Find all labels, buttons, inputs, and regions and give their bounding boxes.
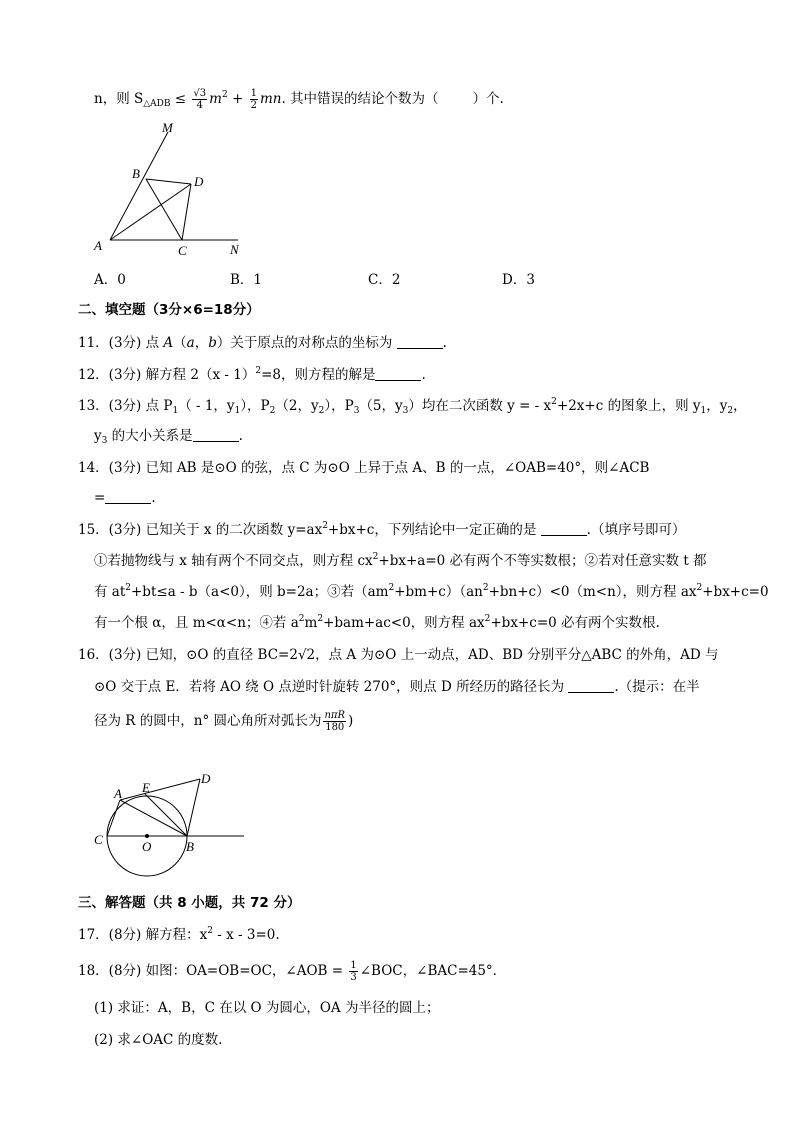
- seg-AD: [120, 779, 200, 800]
- q18-frac: $\frac{1}{3}$: [350, 960, 357, 983]
- q10-frac1-num: √3: [193, 88, 207, 99]
- q10-tail: . 其中错误的结论个数为（: [281, 91, 439, 107]
- label-B: B: [132, 166, 140, 181]
- q10-frac2-num: 1: [250, 88, 257, 99]
- label-M: M: [162, 120, 173, 135]
- question-16-line3: 径为 R 的圆中，n° 圆心角所对弧长为 $\frac{\text{nπR}}{180}$ ): [94, 710, 354, 733]
- choice-d: D．3: [502, 272, 535, 288]
- question-11: 11．(3分) 点 A（a，b）关于原点的对称点的坐标为 .: [78, 335, 447, 351]
- label-A: A: [94, 238, 102, 253]
- center-point-O: [145, 834, 149, 838]
- q10-frac2-den: 2: [250, 100, 257, 111]
- label-A: A: [114, 786, 122, 801]
- question-18-line1: 18．(8分) 如图：OA=OB=OC，∠AOB = $\frac{1}{3}$ ∠BOC，∠BAC=45°．: [78, 960, 507, 983]
- ray-AM: [110, 132, 168, 240]
- q10-frac2: [250, 88, 258, 111]
- q10-frac1: [192, 88, 207, 111]
- label-C: C: [94, 832, 103, 847]
- q10-plus: +: [227, 91, 248, 107]
- question-15-line2: ①若抛物线与 x 轴有两个不同交点，则方程 $cx^2+bx+a=0$ 必有两个不等实数根；②若对任意实数 t 都: [94, 552, 707, 569]
- q10-sub: △ADB: [143, 99, 171, 109]
- answer-blank-13: [193, 429, 239, 442]
- label-O: O: [142, 839, 152, 854]
- seg-BD: [146, 179, 191, 184]
- label-D: D: [194, 174, 204, 189]
- q16-frac: $\frac{\text{nπR}}{180}$: [324, 710, 346, 733]
- question-12: 12．(3分) 解方程 2（x - 1）$^2$=8，则方程的解是 .: [78, 366, 426, 383]
- question-14-line2: = .: [94, 490, 156, 506]
- label-E: E: [142, 780, 150, 795]
- seg-BC: [146, 179, 182, 240]
- q10-text: n，则 S: [94, 91, 144, 107]
- choice-b: B．1: [230, 272, 263, 288]
- q10-leq: ≤: [170, 91, 191, 107]
- question-13-line2: $y_3$ 的大小关系是 .: [94, 428, 243, 446]
- seg-AB: [120, 800, 187, 836]
- question-16-line2: ⊙O 交于点 E．若将 AO 绕 O 点逆时针旋转 270°，则点 D 所经历的路径长为 .（提示：在半: [94, 679, 700, 695]
- choice-a: A．0: [94, 272, 126, 288]
- seg-CA: [107, 800, 120, 836]
- question-15-line3: 有 $at^2+bt\le a - b(a<0)$，则 b=2a；③若$(am^2+bm+c)(an^2+bn+c)<0(m<n)$，则方程 $ax^2+bx+c=0$: [94, 583, 769, 600]
- seg-DC: [182, 184, 191, 240]
- label-B: B: [186, 839, 194, 854]
- q10-tail2: ）个.: [472, 91, 504, 107]
- seg-AD: [110, 184, 191, 240]
- section-2-heading: 二、填空题（3分×6=18分）: [78, 302, 260, 318]
- answer-blank-11: [397, 336, 443, 349]
- q10-sup: 2: [221, 90, 228, 100]
- q10-m: m: [209, 91, 222, 107]
- question-14-line1: 14．(3分) 已知 AB 是⊙O 的弦，点 C 为⊙O 上异于点 A、B 的一点，∠OAB=40°，则∠ACB: [78, 460, 650, 476]
- figure-q10: [90, 120, 260, 260]
- question-15-line4: 有一个根 α，且 m<α<n；④若 $a^2m^2+bam+ac<0$，则方程 $ax^2+bx+c=0$ 必有两个实数根.: [94, 614, 660, 631]
- question-16-line1: 16．(3分) 已知，⊙O 的直径 BC=2√2，点 A 为⊙O 上一动点，AD、BD 分别平分△ABC 的外角，AD 与: [78, 647, 719, 663]
- choice-c: C．2: [368, 272, 401, 288]
- label-N: N: [230, 242, 239, 257]
- answer-blank-16: [568, 680, 614, 693]
- label-D: D: [201, 771, 211, 786]
- question-18-part2: (2) 求∠OAC 的度数.: [94, 1032, 223, 1048]
- answer-blank-12: [375, 368, 421, 381]
- seg-BD: [187, 779, 200, 836]
- figure-q16: [90, 765, 250, 885]
- question-15-line1: 15．(3分) 已知关于 x 的二次函数 $y=ax^2+bx+c$，下列结论中一定正确的是 .（填序号即可）: [78, 521, 686, 538]
- question-18-part1: (1) 求证：A，B，C 在以 O 为圆心，OA 为半径的圆上；: [94, 1000, 440, 1016]
- answer-blank-15: [541, 523, 587, 536]
- label-C: C: [178, 243, 187, 258]
- question-13-line1: 13．(3分) 点 $P_1( - 1$，$y_1$），$P_2(2$，$y_2$），$P_3(5$，$y_3$）均在二次函数 y = - $x^2+2x+c$ 的图象上，则 $y_1$，$y_2$，: [78, 397, 747, 416]
- answer-blank-14: [105, 491, 151, 504]
- q10-mn: mn: [259, 91, 282, 107]
- question-17: 17．(8分) 解方程：$x^2 - x - 3=0$.: [78, 926, 280, 943]
- section-3-heading: 三、解答题（共 8 小题，共 72 分）: [78, 895, 301, 911]
- q10-frac1-den: 4: [196, 100, 203, 111]
- q10-tail-line: [94, 88, 504, 111]
